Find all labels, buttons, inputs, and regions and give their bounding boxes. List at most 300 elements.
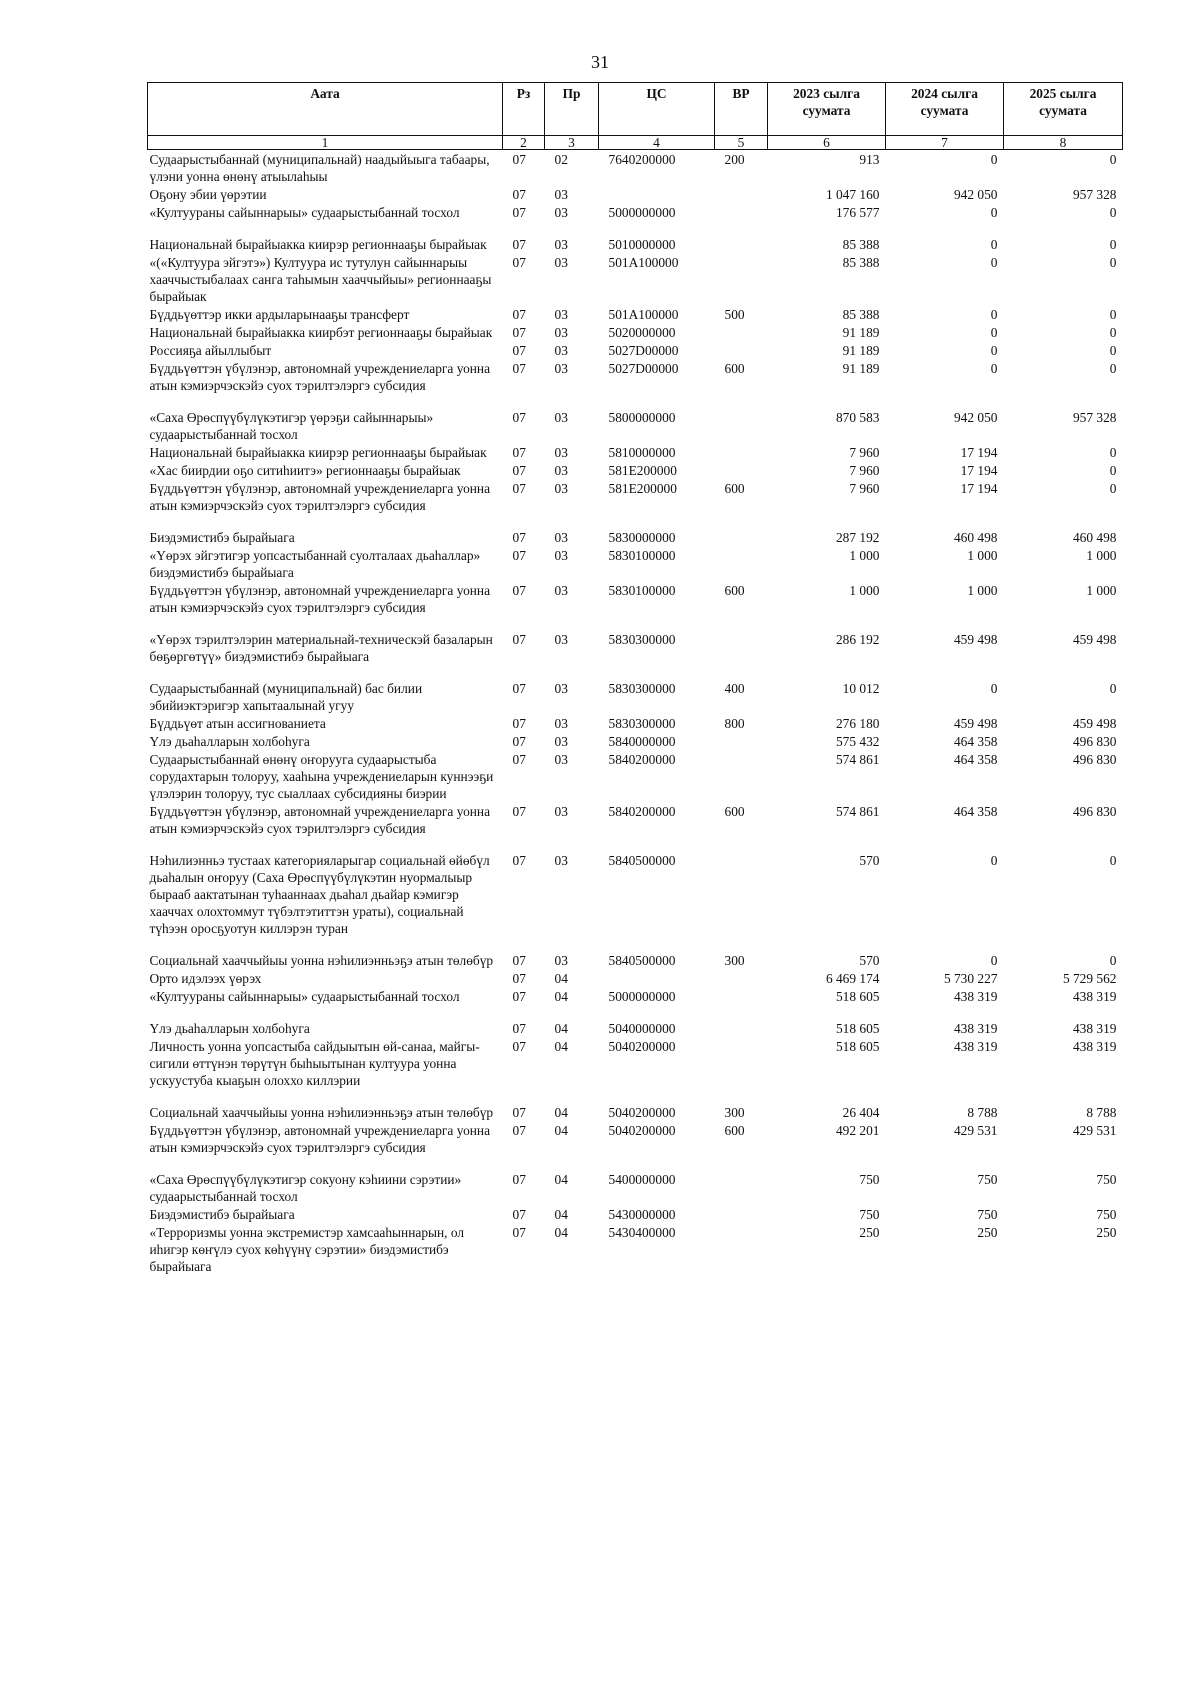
- row-amount-2024: 0: [990, 343, 998, 358]
- row-amount-2024: 460 498: [953, 530, 998, 545]
- row-amount-2025: 0: [1109, 681, 1117, 696]
- row-amount-2023: 10 012: [842, 681, 880, 696]
- row-rz: 07: [512, 971, 526, 986]
- row-name: «Саха Өрөспүүбүлүкэтигэр сокуону кэһиини сэрэтии» судаарыстыбаннай тосхол: [149, 1172, 462, 1204]
- row-cs: 5430400000: [608, 1225, 676, 1240]
- row-vr: [715, 1037, 768, 1103]
- table-row: [148, 581, 1123, 630]
- column-number: 1: [148, 136, 503, 150]
- row-amount-2023: 91 189: [842, 325, 880, 340]
- row-amount-2024: 750: [977, 1172, 998, 1187]
- row-pr: 03: [554, 681, 568, 696]
- row-pr: 03: [554, 481, 568, 496]
- table-body: [148, 150, 1123, 1276]
- row-cs: 5000000000: [608, 989, 676, 1004]
- row-amount-2025: 496 830: [1072, 734, 1117, 749]
- row-amount-2023: 7 960: [849, 481, 880, 496]
- table-row: [148, 528, 1123, 546]
- row-pr: 04: [554, 971, 568, 986]
- row-amount-2024: 438 319: [953, 1039, 998, 1054]
- row-pr: 03: [554, 445, 568, 460]
- row-amount-2025: 1 000: [1086, 548, 1117, 563]
- table-row: [148, 1037, 1123, 1103]
- row-name: Бүддьүөттэн үбүлэнэр, автономнай учреждениеларга уонна атын кэмиэрчэскэйэ суох тэрилтэлэргэ субсидия: [149, 583, 491, 615]
- row-rz: 07: [512, 583, 526, 598]
- row-amount-2025: 459 498: [1072, 632, 1117, 647]
- row-amount-2023: 570: [859, 953, 880, 968]
- row-vr: [715, 1223, 768, 1275]
- row-amount-2025: 0: [1109, 361, 1117, 376]
- row-vr: [715, 408, 768, 443]
- table-row: [148, 443, 1123, 461]
- row-cs: [599, 185, 715, 203]
- row-cs: 5010000000: [608, 237, 676, 252]
- row-amount-2025: 438 319: [1072, 1039, 1117, 1054]
- row-amount-2023: 176 577: [835, 205, 880, 220]
- row-amount-2023: 250: [859, 1225, 880, 1240]
- page-number: 31: [591, 52, 609, 72]
- row-rz: 07: [512, 1123, 526, 1138]
- row-rz: 07: [512, 953, 526, 968]
- row-cs: 5430000000: [608, 1207, 676, 1222]
- row-amount-2024: 0: [990, 325, 998, 340]
- row-cs: [599, 969, 715, 987]
- row-rz: 07: [512, 255, 526, 270]
- row-amount-2025: 496 830: [1072, 752, 1117, 767]
- row-pr: 03: [554, 307, 568, 322]
- row-rz: 07: [512, 410, 526, 425]
- row-cs: 5400000000: [608, 1172, 676, 1187]
- row-amount-2025: 438 319: [1072, 1021, 1117, 1036]
- table-row: [148, 479, 1123, 528]
- row-name: Үлэ дьаһалларын холбоһуга: [149, 734, 310, 749]
- row-pr: 04: [554, 1123, 568, 1138]
- column-number: 8: [1004, 136, 1123, 150]
- row-vr: 600: [724, 804, 745, 819]
- row-pr: 04: [554, 1039, 568, 1054]
- row-name: «Саха Өрөспүүбүлүкэтигэр үөрэҕи сайыннарыы» судаарыстыбаннай тосхол: [149, 410, 434, 442]
- table-row: [148, 679, 1123, 714]
- row-amount-2024: 750: [977, 1207, 998, 1222]
- row-name: Биэдэмистибэ бырайыага: [149, 530, 295, 545]
- row-name: Бүддьүөттэр икки ардыларынааҕы трансферт: [149, 307, 410, 322]
- row-name: «Култуураны сайыннарыы» судаарыстыбаннай тосхол: [149, 205, 460, 220]
- row-amount-2025: 957 328: [1072, 410, 1117, 425]
- row-vr: [715, 341, 768, 359]
- row-pr: 04: [554, 1225, 568, 1240]
- row-amount-2023: 1 047 160: [825, 187, 880, 202]
- row-pr: 03: [554, 410, 568, 425]
- row-name: Бүддьүөттэн үбүлэнэр, автономнай учреждениеларга уонна атын кэмиэрчэскэйэ суох тэрилтэлэргэ субсидия: [149, 361, 491, 393]
- row-cs: 581E200000: [608, 463, 677, 478]
- row-pr: 03: [554, 752, 568, 767]
- row-amount-2025: 0: [1109, 205, 1117, 220]
- row-pr: 04: [554, 1021, 568, 1036]
- row-amount-2023: 7 960: [849, 463, 880, 478]
- row-amount-2025: 0: [1109, 325, 1117, 340]
- row-pr: 03: [554, 187, 568, 202]
- table-row: [148, 714, 1123, 732]
- row-amount-2024: 0: [990, 237, 998, 252]
- row-vr: [715, 1019, 768, 1037]
- row-rz: 07: [512, 187, 526, 202]
- row-amount-2023: 85 388: [842, 255, 880, 270]
- row-cs: 5830300000: [608, 716, 676, 731]
- row-vr: 600: [724, 1123, 745, 1138]
- row-name: Бүддьүөт атын ассигнованиета: [149, 716, 326, 731]
- column-number: 4: [599, 136, 715, 150]
- row-amount-2023: 570: [859, 853, 880, 868]
- row-name: Россияҕа айыллыбыт: [149, 343, 272, 358]
- row-amount-2023: 518 605: [835, 1039, 880, 1054]
- row-name: Бүддьүөттэн үбүлэнэр, автономнай учреждениеларга уонна атын кэмиэрчэскэйэ суох тэрилтэлэргэ субсидия: [149, 804, 491, 836]
- row-amount-2023: 750: [859, 1207, 880, 1222]
- row-name: Национальнай бырайыакка киирэр регионнааҕы бырайыак: [149, 445, 487, 460]
- row-pr: 03: [554, 237, 568, 252]
- table-row: [148, 359, 1123, 408]
- row-pr: 03: [554, 530, 568, 545]
- row-cs: 7640200000: [608, 152, 676, 167]
- row-name: Бүддьүөттэн үбүлэнэр, автономнай учреждениеларга уонна атын кэмиэрчэскэйэ суох тэрилтэлэргэ субсидия: [149, 481, 491, 513]
- table-row: [148, 323, 1123, 341]
- row-pr: 03: [554, 716, 568, 731]
- row-vr: 500: [724, 307, 745, 322]
- row-cs: 5830300000: [608, 632, 676, 647]
- table-row: [148, 802, 1123, 851]
- row-vr: [715, 630, 768, 679]
- header-name: Аата: [148, 83, 503, 136]
- row-pr: 03: [554, 255, 568, 270]
- row-amount-2025: 0: [1109, 152, 1117, 167]
- row-vr: [715, 253, 768, 305]
- table-row: [148, 951, 1123, 969]
- row-cs: 5840200000: [608, 804, 676, 819]
- row-name: «Терроризмы уонна экстремистэр хамсааһыннарын, ол иһигэр көҥүлэ суох көһүүнү сэрэтии» биэдэмистибэ бырайыага: [149, 1225, 465, 1274]
- header-vr: ВР: [715, 83, 768, 136]
- row-pr: 03: [554, 463, 568, 478]
- row-amount-2023: 1 000: [849, 583, 880, 598]
- row-amount-2023: 1 000: [849, 548, 880, 563]
- row-vr: 600: [724, 481, 745, 496]
- row-cs: 5027D00000: [608, 361, 679, 376]
- row-vr: [715, 461, 768, 479]
- row-rz: 07: [512, 632, 526, 647]
- row-cs: 5810000000: [608, 445, 676, 460]
- row-rz: 07: [512, 1225, 526, 1240]
- row-cs: 581E200000: [608, 481, 677, 496]
- header-rz: Рз: [503, 83, 545, 136]
- row-name: Национальнай бырайыакка киирэр регионнааҕы бырайыак: [149, 237, 487, 252]
- row-cs: 5020000000: [608, 325, 676, 340]
- row-amount-2024: 0: [990, 681, 998, 696]
- row-name: «Үөрэх тэрилтэлэрин материальнай-техническэй базаларын бөҕөргөтүү» биэдэмистибэ бырайыага: [149, 632, 493, 664]
- row-amount-2024: 438 319: [953, 989, 998, 1004]
- row-amount-2025: 0: [1109, 481, 1117, 496]
- row-amount-2025: 0: [1109, 343, 1117, 358]
- budget-table: [147, 82, 1123, 1275]
- header-pr: Пр: [545, 83, 599, 136]
- row-amount-2023: 518 605: [835, 989, 880, 1004]
- row-cs: 5830300000: [608, 681, 676, 696]
- row-vr: [715, 185, 768, 203]
- row-amount-2023: 287 192: [835, 530, 880, 545]
- row-pr: 04: [554, 1105, 568, 1120]
- table-row: [148, 253, 1123, 305]
- row-amount-2023: 870 583: [835, 410, 880, 425]
- row-amount-2023: 91 189: [842, 361, 880, 376]
- row-rz: 07: [512, 343, 526, 358]
- table-row: [148, 235, 1123, 253]
- table-row: [148, 150, 1123, 186]
- row-amount-2023: 85 388: [842, 307, 880, 322]
- row-rz: 07: [512, 307, 526, 322]
- row-amount-2023: 91 189: [842, 343, 880, 358]
- row-amount-2024: 429 531: [953, 1123, 998, 1138]
- row-amount-2025: 429 531: [1072, 1123, 1117, 1138]
- row-vr: [715, 203, 768, 235]
- row-rz: 07: [512, 1039, 526, 1054]
- row-cs: 501A100000: [608, 307, 679, 322]
- row-cs: 501A100000: [608, 255, 679, 270]
- row-amount-2024: 942 050: [953, 187, 998, 202]
- row-name: Нэһилиэнньэ тустаах категорияларыгар социальнай өйөбүл дьаһалын оҥоруу (Саха Өрөспүүбүлүкэтин нуормалыыр бырааб аактатынан туһааннаах дьаһал дьайар кэмигэр хааччах олохтоммут түбэлтэтиттэн ураты), социальнай түһээн оросҕуотун киллэрэн туран: [149, 853, 490, 936]
- row-amount-2024: 17 194: [960, 445, 998, 460]
- row-vr: [715, 969, 768, 987]
- row-amount-2023: 575 432: [835, 734, 880, 749]
- row-amount-2023: 6 469 174: [825, 971, 880, 986]
- table-row: [148, 203, 1123, 235]
- table-header: [148, 83, 1123, 150]
- row-name: «Үөрэх эйгэтигэр уопсастыбаннай суолталаах дьаһаллар» биэдэмистибэ бырайыага: [149, 548, 481, 580]
- row-amount-2024: 438 319: [953, 1021, 998, 1036]
- row-amount-2024: 0: [990, 361, 998, 376]
- row-amount-2024: 0: [990, 953, 998, 968]
- row-amount-2024: 1 000: [967, 548, 998, 563]
- row-cs: 5000000000: [608, 205, 676, 220]
- row-amount-2023: 574 861: [835, 804, 880, 819]
- row-amount-2024: 464 358: [953, 752, 998, 767]
- row-amount-2025: 0: [1109, 307, 1117, 322]
- row-pr: 03: [554, 583, 568, 598]
- row-rz: 07: [512, 1021, 526, 1036]
- row-rz: 07: [512, 152, 526, 167]
- row-pr: 03: [554, 853, 568, 868]
- row-amount-2025: 1 000: [1086, 583, 1117, 598]
- row-name: Личность уонна уопсастыба сайдыытын өй-санаа, майгы-сигили өттүнэн төрүтүн быһыытынан култуура уонна ускуустуба кыаҕын олоххо киллэрии: [149, 1039, 480, 1088]
- row-pr: 03: [554, 953, 568, 968]
- row-amount-2025: 750: [1096, 1207, 1117, 1222]
- row-amount-2023: 26 404: [842, 1105, 880, 1120]
- header-2024: 2024 сылга суумата: [886, 83, 1004, 136]
- row-rz: 07: [512, 1105, 526, 1120]
- row-rz: 07: [512, 681, 526, 696]
- table-row: [148, 1103, 1123, 1121]
- row-pr: 03: [554, 325, 568, 340]
- row-amount-2025: 5 729 562: [1062, 971, 1117, 986]
- row-vr: 600: [724, 583, 745, 598]
- row-rz: 07: [512, 853, 526, 868]
- table-row: [148, 1170, 1123, 1205]
- row-amount-2023: 492 201: [835, 1123, 880, 1138]
- row-rz: 07: [512, 548, 526, 563]
- row-vr: [715, 1205, 768, 1223]
- row-pr: 03: [554, 343, 568, 358]
- row-rz: 07: [512, 463, 526, 478]
- table-row: [148, 987, 1123, 1019]
- row-amount-2024: 5 730 227: [943, 971, 998, 986]
- row-amount-2023: 574 861: [835, 752, 880, 767]
- row-pr: 03: [554, 205, 568, 220]
- row-rz: 07: [512, 361, 526, 376]
- row-cs: 5040200000: [608, 1039, 676, 1054]
- table-row: [148, 750, 1123, 802]
- row-name: Судаарыстыбаннай өнөнү оҥорууга судаарыстыба сорудахтарын толоруу, хааһына учреждениеларын куннээҕи үлэлэрин толоруу, тус сыаллаах субсидияны биэрии: [149, 752, 494, 801]
- row-cs: 5830100000: [608, 583, 676, 598]
- row-amount-2024: 1 000: [967, 583, 998, 598]
- row-amount-2024: 464 358: [953, 804, 998, 819]
- row-amount-2025: 0: [1109, 445, 1117, 460]
- row-vr: [715, 443, 768, 461]
- row-amount-2024: 0: [990, 255, 998, 270]
- table-row: [148, 461, 1123, 479]
- row-vr: [715, 323, 768, 341]
- row-amount-2023: 518 605: [835, 1021, 880, 1036]
- row-cs: 5830100000: [608, 548, 676, 563]
- row-amount-2024: 459 498: [953, 716, 998, 731]
- row-name: «Култуураны сайыннарыы» судаарыстыбаннай тосхол: [149, 989, 460, 1004]
- table-row: [148, 1121, 1123, 1170]
- column-number-row: [148, 136, 1123, 150]
- row-amount-2024: 0: [990, 853, 998, 868]
- table-row: [148, 408, 1123, 443]
- row-cs: 5800000000: [608, 410, 676, 425]
- table-row: [148, 1019, 1123, 1037]
- row-cs: 5040000000: [608, 1021, 676, 1036]
- row-vr: [715, 1170, 768, 1205]
- row-amount-2024: 0: [990, 307, 998, 322]
- row-name: Орто идэлээх үөрэх: [149, 971, 262, 986]
- header-cs: ЦС: [599, 83, 715, 136]
- row-vr: [715, 732, 768, 750]
- row-rz: 07: [512, 205, 526, 220]
- row-cs: 5840200000: [608, 752, 676, 767]
- row-pr: 04: [554, 1172, 568, 1187]
- table-row: [148, 546, 1123, 581]
- row-amount-2023: 750: [859, 1172, 880, 1187]
- row-name: Бүддьүөттэн үбүлэнэр, автономнай учреждениеларга уонна атын кэмиэрчэскэйэ суох тэрилтэлэргэ субсидия: [149, 1123, 491, 1155]
- table-row: [148, 1223, 1123, 1275]
- row-amount-2024: 250: [977, 1225, 998, 1240]
- row-cs: 5840000000: [608, 734, 676, 749]
- row-amount-2023: 276 180: [835, 716, 880, 731]
- row-vr: 300: [724, 1105, 745, 1120]
- row-pr: 03: [554, 548, 568, 563]
- row-vr: [715, 235, 768, 253]
- row-amount-2025: 459 498: [1072, 716, 1117, 731]
- row-name: Судаарыстыбаннай (муниципальнай) наадыйыыга табаары, үлэни уонна өнөнү атыылаһыы: [149, 152, 490, 184]
- row-vr: 400: [724, 681, 745, 696]
- row-amount-2025: 460 498: [1072, 530, 1117, 545]
- row-vr: 600: [724, 361, 745, 376]
- table-row: [148, 185, 1123, 203]
- row-name: Биэдэмистибэ бырайыага: [149, 1207, 295, 1222]
- row-rz: 07: [512, 481, 526, 496]
- row-amount-2024: 17 194: [960, 481, 998, 496]
- table-row: [148, 732, 1123, 750]
- row-amount-2024: 8 788: [967, 1105, 998, 1120]
- header-2023: 2023 сылга суумата: [768, 83, 886, 136]
- column-number: 3: [545, 136, 599, 150]
- row-amount-2024: 0: [990, 152, 998, 167]
- row-vr: [715, 750, 768, 802]
- column-number: 2: [503, 136, 545, 150]
- row-cs: 5027D00000: [608, 343, 679, 358]
- table-row: [148, 630, 1123, 679]
- row-amount-2025: 750: [1096, 1172, 1117, 1187]
- table-row: [148, 341, 1123, 359]
- column-number: 5: [715, 136, 768, 150]
- row-rz: 07: [512, 530, 526, 545]
- row-amount-2025: 957 328: [1072, 187, 1117, 202]
- table-row: [148, 969, 1123, 987]
- table-row: [148, 305, 1123, 323]
- row-vr: 200: [724, 152, 745, 167]
- column-number: 6: [768, 136, 886, 150]
- row-pr: 02: [554, 152, 568, 167]
- row-rz: 07: [512, 325, 526, 340]
- row-amount-2025: 0: [1109, 255, 1117, 270]
- row-amount-2025: 438 319: [1072, 989, 1117, 1004]
- row-amount-2025: 0: [1109, 853, 1117, 868]
- row-amount-2024: 464 358: [953, 734, 998, 749]
- row-rz: 07: [512, 237, 526, 252]
- row-pr: 03: [554, 804, 568, 819]
- row-rz: 07: [512, 716, 526, 731]
- row-amount-2023: 85 388: [842, 237, 880, 252]
- row-amount-2024: 17 194: [960, 463, 998, 478]
- row-vr: [715, 546, 768, 581]
- row-cs: 5830000000: [608, 530, 676, 545]
- row-rz: 07: [512, 989, 526, 1004]
- row-pr: 04: [554, 1207, 568, 1222]
- row-amount-2025: 8 788: [1086, 1105, 1117, 1120]
- table-row: [148, 851, 1123, 951]
- row-pr: 03: [554, 632, 568, 647]
- row-amount-2023: 286 192: [835, 632, 880, 647]
- row-name: Оҕону эбии үөрэтии: [149, 187, 267, 202]
- row-name: «Хас биирдии оҕо ситиһиитэ» регионнааҕы бырайыак: [149, 463, 461, 478]
- row-cs: 5840500000: [608, 853, 676, 868]
- row-amount-2025: 496 830: [1072, 804, 1117, 819]
- column-number: 7: [886, 136, 1004, 150]
- row-pr: 03: [554, 734, 568, 749]
- row-name: Социальнай хааччыйыы уонна нэһилиэнньэҕэ атын төлөбүр: [149, 1105, 494, 1120]
- row-amount-2025: 0: [1109, 237, 1117, 252]
- row-rz: 07: [512, 1207, 526, 1222]
- header-2025: 2025 сылга суумата: [1004, 83, 1123, 136]
- row-vr: [715, 851, 768, 951]
- row-pr: 03: [554, 361, 568, 376]
- row-amount-2025: 0: [1109, 953, 1117, 968]
- row-amount-2024: 942 050: [953, 410, 998, 425]
- row-vr: [715, 987, 768, 1019]
- row-amount-2023: 913: [859, 152, 880, 167]
- row-vr: [715, 528, 768, 546]
- row-cs: 5040200000: [608, 1123, 676, 1138]
- row-vr: 800: [724, 716, 745, 731]
- row-rz: 07: [512, 445, 526, 460]
- row-rz: 07: [512, 1172, 526, 1187]
